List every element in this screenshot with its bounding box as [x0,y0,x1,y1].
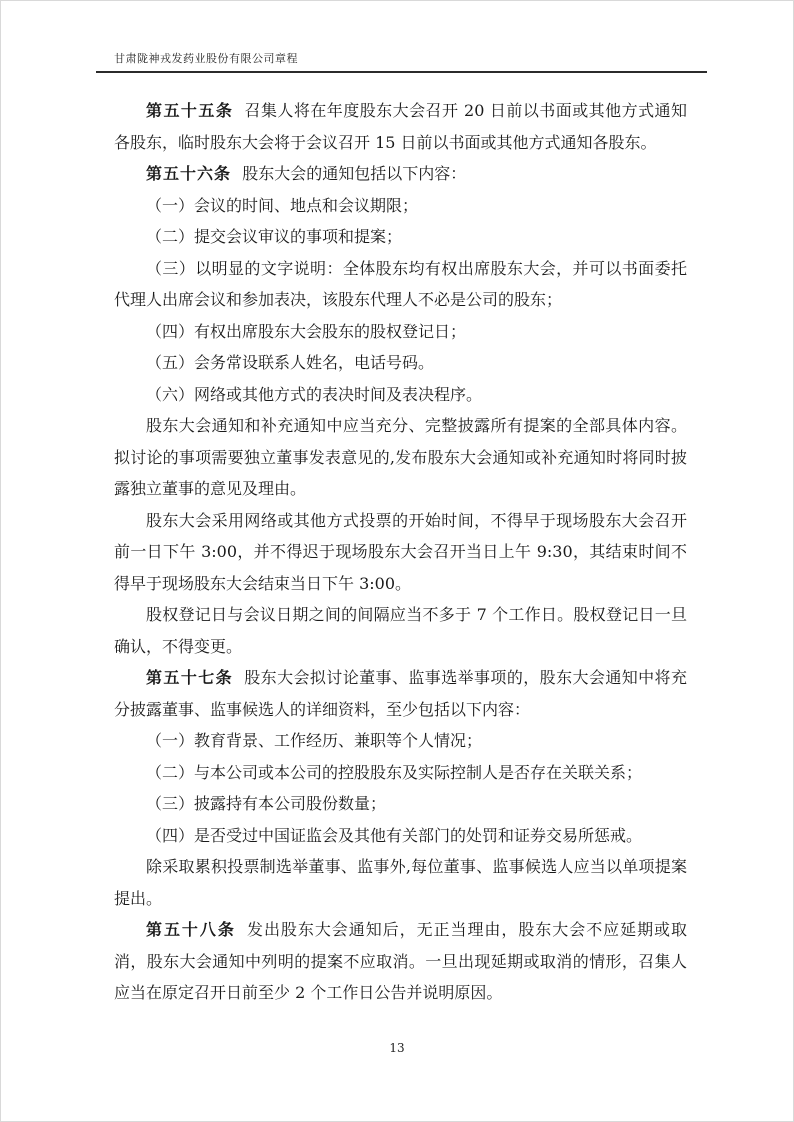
article-term: 第五十八条 [146,920,236,939]
paragraph-article-58 [114,914,687,1009]
article-text: 召集人将在年度股东大会召开 20 日前以书面或其他方式通知各股东，临时股东大会将于会议召开 15 日前以书面或其他方式通知各股东。 [114,101,687,152]
list-item: （二）提交会议审议的事项和提案； [146,227,403,246]
list-item: （一）会议的时间、地点和会议期限； [146,195,419,215]
list-item: （六）网络或其他方式的表决时间及表决程序。 [146,384,483,404]
page-header [96,47,707,73]
paragraph: 股权登记日与会议日期之间的间隔应当不多于 7 个工作日。股权登记日一旦确认，不得变更。 [114,605,687,656]
list-item: （四）有权出席股东大会股东的股权登记日； [146,321,467,341]
list-item: （四）是否受过中国证监会及其他有关部门的处罚和证券交易所惩戒。 [146,825,643,845]
paragraph-article-56 [114,158,687,190]
document-body [114,95,687,1009]
article-term: 第五十七条 [146,668,234,687]
list-item: （三）披露持有本公司股份数量； [146,794,387,813]
paragraph-article-55 [114,95,687,158]
page-number: 13 [389,1041,405,1055]
list-item: （五）会务常设联系人姓名，电话号码。 [146,353,435,372]
list-item: （一）教育背景、工作经历、兼职等个人情况； [146,731,483,750]
list-item: （二）与本公司或本公司的控股股东及实际控制人是否存在关联关系； [146,762,643,782]
page-footer [1,1037,793,1056]
paragraph: 股东大会通知和补充通知中应当充分、完整披露所有提案的全部具体内容。拟讨论的事项需要独立董事发表意见的,发布股东大会通知或补充通知时将同时披露独立董事的意见及理由。 [114,416,687,498]
paragraph: 股东大会采用网络或其他方式投票的开始时间，不得早于现场股东大会召开前一日下午 3:00，并不得迟于现场股东大会召开当日上午 9:30，其结束时间不得早于现场股东大会结束当日下午 3:00。 [114,510,687,593]
article-term: 第五十五条 [146,101,234,120]
paragraph-article-57 [114,662,687,725]
header-title: 甘肃陇神戎发药业股份有限公司章程 [114,52,298,65]
paragraph: 除采取累积投票制选举董事、监事外,每位董事、监事候选人应当以单项提案提出。 [114,857,687,908]
article-text: 发出股东大会通知后，无正当理由，股东大会不应延期或取消，股东大会通知中列明的提案不应取消。一旦出现延期或取消的情形，召集人应当在原定召开日前至少 2 个工作日公告并说明原因。 [114,920,687,1002]
list-item: （三）以明显的文字说明：全体股东均有权出席股东大会，并可以书面委托代理人出席会议和参加表决，该股东代理人不必是公司的股东； [114,258,687,309]
article-text: 股东大会拟讨论董事、监事选举事项的，股东大会通知中将充分披露董事、监事候选人的详细资料，至少包括以下内容： [114,668,687,719]
article-text: 股东大会的通知包括以下内容： [242,164,467,183]
article-term: 第五十六条 [146,164,232,183]
